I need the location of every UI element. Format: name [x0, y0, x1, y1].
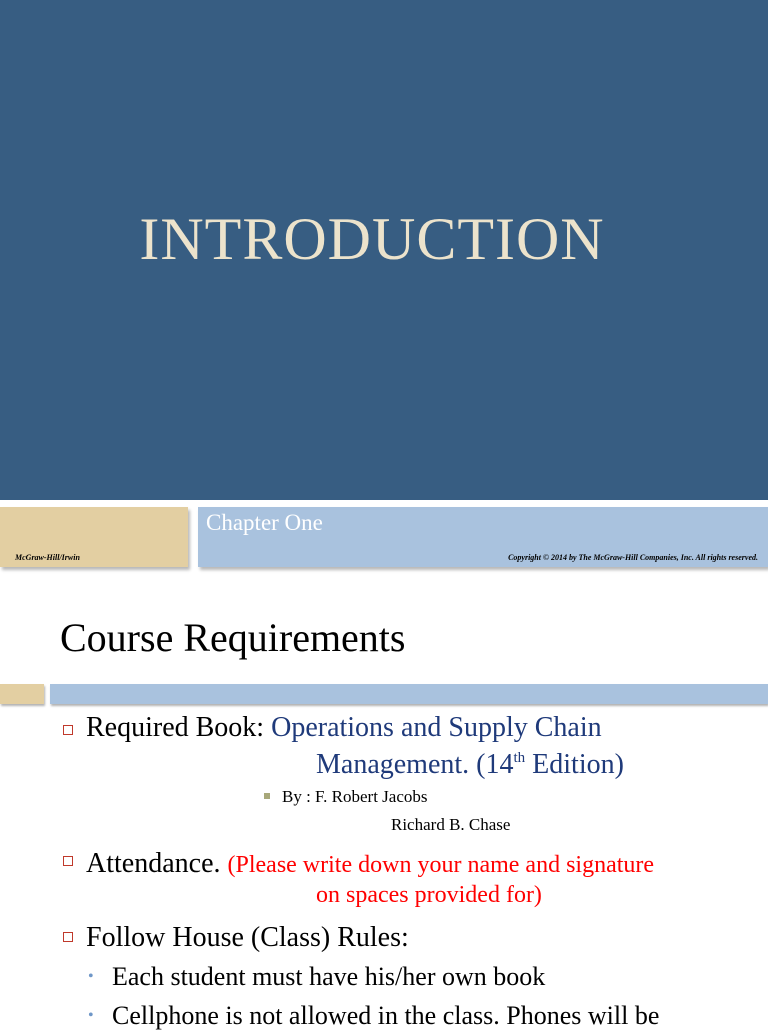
attendance-note-line2: on spaces provided for) — [316, 882, 542, 908]
dot-bullet-icon: • — [88, 1007, 94, 1024]
dot-bullet-icon: • — [88, 968, 94, 985]
square-bullet-icon — [63, 932, 73, 942]
book-title-line2 — [316, 749, 624, 781]
book-author1: By : F. Robert Jacobs — [282, 787, 428, 806]
square-bullet-icon — [63, 856, 73, 866]
required-book-item — [86, 712, 602, 744]
publisher-label: McGraw-Hill/Irwin — [15, 553, 80, 562]
attendance-label: Attendance. — [86, 848, 228, 879]
book-edition-sup: th — [513, 750, 526, 766]
rule-item: Each student must have his/her own book — [112, 962, 546, 991]
slide-title: INTRODUCTION — [139, 206, 605, 272]
required-book-label: Required Book: — [86, 712, 272, 743]
attendance-note-line1: (Please write down your name and signature — [227, 852, 655, 878]
header-bar-tan — [0, 684, 44, 704]
square-bullet-icon — [63, 725, 73, 735]
header-bar-blue — [50, 684, 768, 704]
book-edition-post: Edition) — [525, 749, 624, 780]
attendance-item — [86, 848, 654, 880]
class-rules-label: Follow House (Class) Rules: — [86, 922, 409, 953]
slide-heading: Course Requirements — [60, 615, 406, 660]
content-slide — [0, 576, 768, 1030]
book-author2: Richard B. Chase — [391, 815, 511, 834]
copyright-notice: Copyright © 2014 by The McGraw-Hill Companies, Inc. All rights reserved. — [508, 553, 758, 562]
small-square-bullet-icon — [264, 793, 270, 799]
rule-item: Cellphone is not allowed in the class. Phones will be — [112, 1001, 660, 1030]
book-edition-pre: Management. (14 — [316, 749, 514, 780]
chapter-label: Chapter One — [206, 510, 323, 535]
book-title-line1: Operations and Supply Chain — [271, 712, 602, 743]
